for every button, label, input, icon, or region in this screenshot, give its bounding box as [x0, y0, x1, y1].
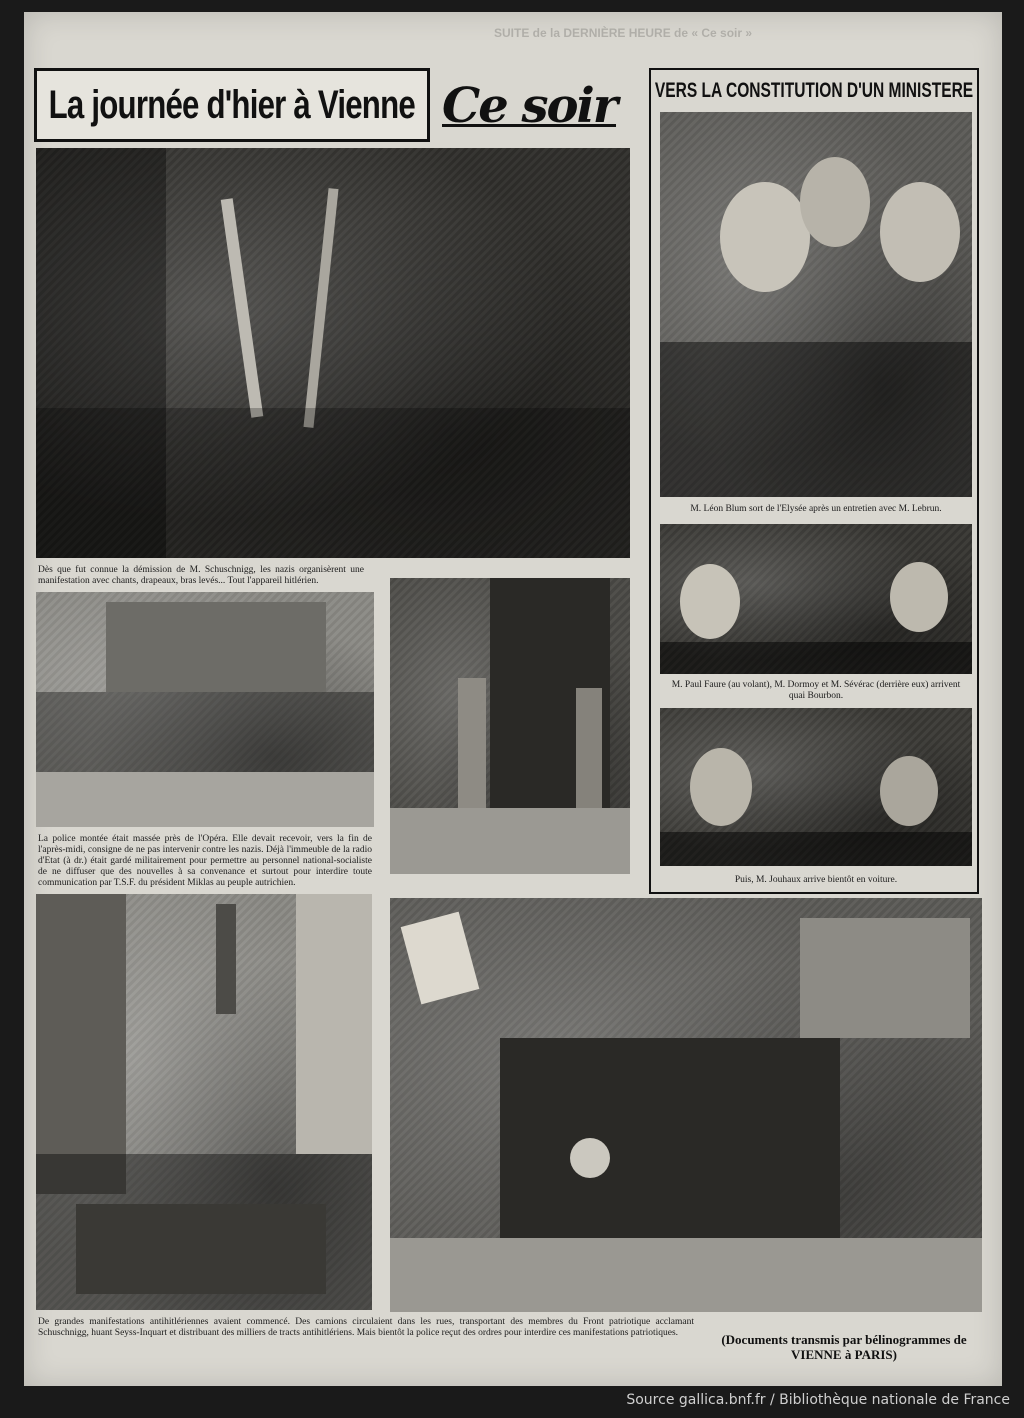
photo-radio-guards	[390, 578, 630, 874]
documents-note: (Documents transmis par bélinogrammes de VIENNE à PARIS)	[721, 1332, 967, 1362]
ministry-headline-text: VERS LA CONSTITUTION D'UN MINISTERE	[654, 79, 974, 102]
photo-police-opera	[36, 592, 374, 827]
caption-bottom: De grandes manifestations antihitlériennes avaient commencé. Des camions circulaient dans les rues, transportant des membres du Front patriotique acclamant Schuschnigg, huant Seyss-Inquart et distribuant des milliers de tracts antihitlériens. Mais bientôt la police reçut des ordres pour interdire ces manifestations patriotiques.	[38, 1317, 694, 1338]
caption-nazi-crowd: Dès que fut connue la démission de M. Schuschnigg, les nazis organisèrent une manifestation avec chants, drapeaux, bras levés... Tout l'appareil hitlérien.	[38, 565, 364, 586]
page-headline: La journée d'hier à Vienne	[48, 82, 416, 127]
photo-nazi-crowd	[36, 148, 630, 558]
newspaper-page	[24, 12, 1002, 1386]
caption-police: La police montée était massée près de l'Opéra. Elle devait recevoir, vers la fin de l'après-midi, consigne de ne pas intervenir contre les nazis. Déjà l'immeuble de la radio d'Etat (à dr.) était gardé militairement pour permettre au personnel national-socialiste de ne diffuser que des nouvelles à sa convenance et surtout pour interdire toute communication par T.S.F. du président Miklas au peuple autrichien.	[38, 834, 372, 888]
photo-jouhaux-car	[660, 708, 972, 866]
ministry-headline	[654, 74, 974, 108]
ce-soir-logo: Ce soir	[442, 78, 617, 134]
source-credit: Source gallica.bnf.fr / Bibliothèque nationale de France	[626, 1392, 1010, 1408]
photo-faure-car	[660, 524, 972, 674]
photo-street-demo	[36, 894, 372, 1310]
caption-blum: M. Léon Blum sort de l'Elysée après un entretien avec M. Lebrun.	[690, 504, 942, 514]
photo-truck-demo	[390, 898, 982, 1312]
headline-box	[34, 68, 430, 142]
photo-blum	[660, 112, 972, 497]
header-strip: SUITE de la DERNIÈRE HEURE de « Ce soir »	[494, 26, 753, 40]
caption-jouhaux-car: Puis, M. Jouhaux arrive bientôt en voiture.	[734, 875, 898, 885]
caption-faure-car: M. Paul Faure (au volant), M. Dormoy et M. Sévérac (derrière eux) arrivent quai Bourbon.	[671, 680, 961, 701]
